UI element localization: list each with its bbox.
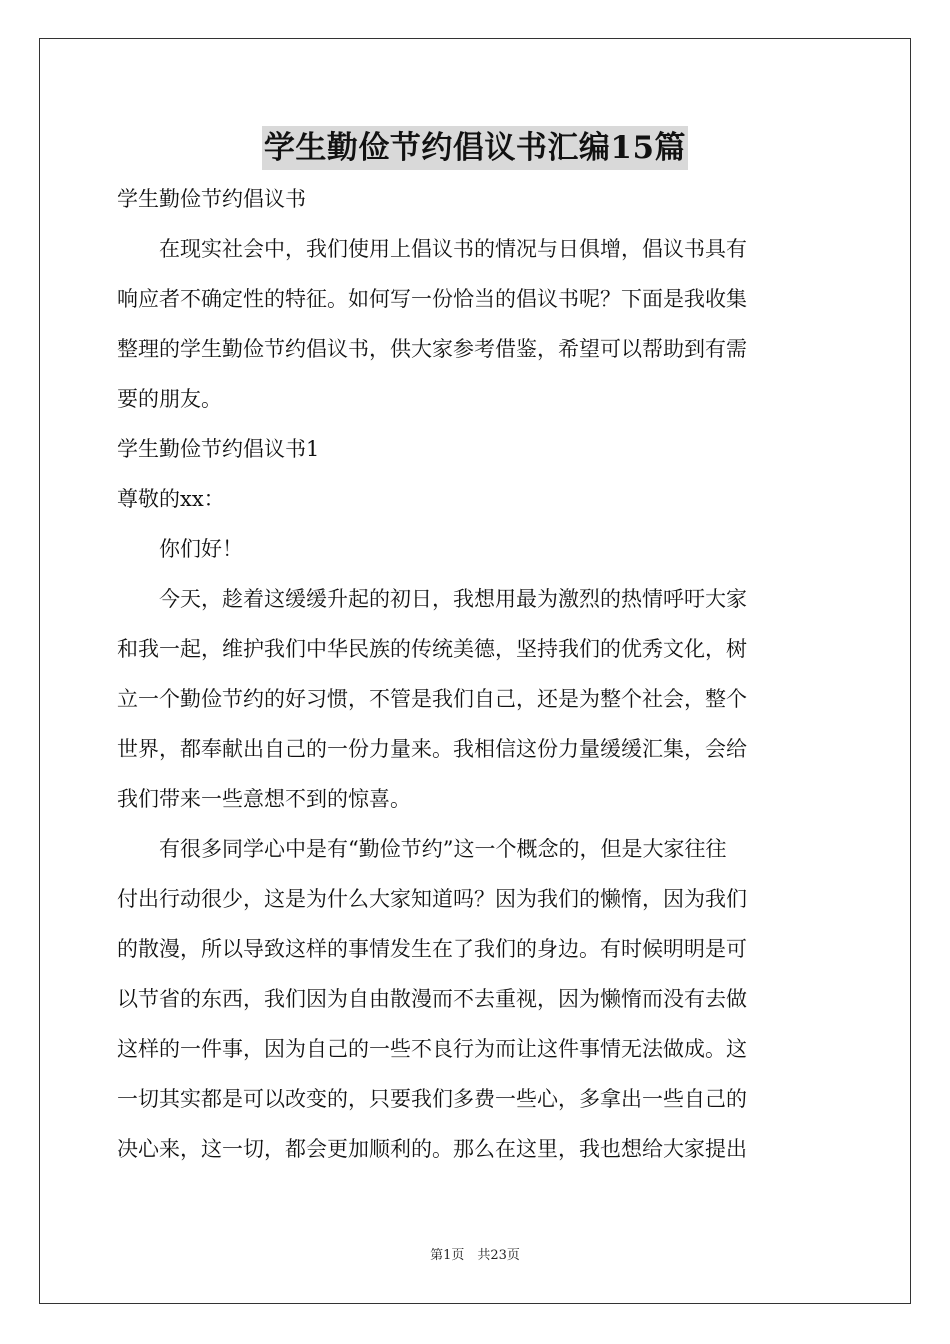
greeting: 你们好！ bbox=[159, 537, 243, 561]
text-line: 今天，趁着这缓缓升起的初日，我想用最为激烈的热情呼吁大家 bbox=[159, 587, 747, 611]
paragraph-2 bbox=[117, 824, 833, 1174]
page-footer: 第1页 共23页 bbox=[430, 1248, 520, 1263]
paragraph-1 bbox=[117, 574, 833, 824]
text-line: 一切其实都是可以改变的，只要我们多费一些心，多拿出一些自己的 bbox=[117, 1087, 747, 1111]
text-line: 立一个勤俭节约的好习惯，不管是我们自己，还是为整个社会，整个 bbox=[117, 687, 747, 711]
text-line: 和我一起，维护我们中华民族的传统美德，坚持我们的优秀文化，树 bbox=[117, 637, 747, 661]
document-body bbox=[117, 126, 833, 1174]
intro-paragraph bbox=[117, 224, 833, 424]
text-line: 在现实社会中，我们使用上倡议书的情况与日俱增，倡议书具有 bbox=[159, 237, 747, 261]
text-line: 以节省的东西，我们因为自由散漫而不去重视，因为懒惰而没有去做 bbox=[117, 987, 747, 1011]
text-line: 世界，都奉献出自己的一份力量来。我相信这份力量缓缓汇集，会给 bbox=[117, 737, 747, 761]
section-heading: 学生勤俭节约倡议书1 bbox=[117, 437, 320, 461]
text-line: 整理的学生勤俭节约倡议书，供大家参考借鉴，希望可以帮助到有需 bbox=[117, 337, 747, 361]
text-line: 我们带来一些意想不到的惊喜。 bbox=[117, 787, 411, 811]
salutation: 尊敬的xx： bbox=[117, 487, 225, 511]
text-line: 要的朋友。 bbox=[117, 387, 222, 411]
document-title: 学生勤俭节约倡议书汇编15篇 bbox=[262, 126, 688, 170]
text-line: 响应者不确定性的特征。如何写一份恰当的倡议书呢？下面是我收集 bbox=[117, 287, 747, 311]
text-line: 付出行动很少，这是为什么大家知道吗？因为我们的懒惰，因为我们 bbox=[117, 887, 747, 911]
text-line: 决心来，这一切，都会更加顺利的。那么在这里，我也想给大家提出 bbox=[117, 1137, 747, 1161]
text-line: 这样的一件事，因为自己的一些不良行为而让这件事情无法做成。这 bbox=[117, 1037, 747, 1061]
text-line: 有很多同学心中是有“勤俭节约”这一个概念的，但是大家往往 bbox=[159, 837, 727, 861]
text-line: 的散漫，所以导致这样的事情发生在了我们的身边。有时候明明是可 bbox=[117, 937, 747, 961]
subtitle: 学生勤俭节约倡议书 bbox=[117, 187, 306, 211]
title-block bbox=[117, 126, 833, 174]
